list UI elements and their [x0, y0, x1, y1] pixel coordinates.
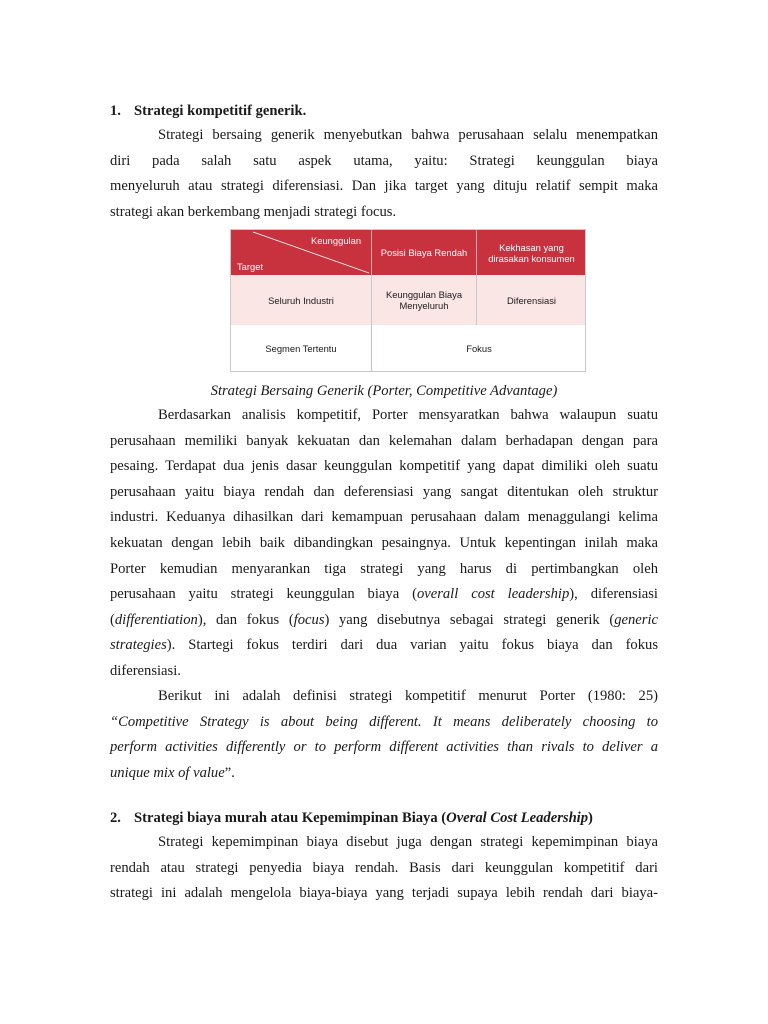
paragraph-porter-definition	[110, 684, 658, 786]
cell-diferensiasi: Diferensiasi	[476, 275, 586, 325]
text-line: Berikut ini adalah definisi strategi kompetitif menurut Porter (1980: 25)	[158, 688, 658, 704]
text-line: Berdasarkan analisis kompetitif, Porter mensyaratkan bahwa walaupun suatu	[158, 407, 658, 423]
section-1-paragraph	[110, 123, 658, 225]
quote-line: “Competitive Strategy is about being different. It means deliberately choosing to	[110, 713, 658, 730]
section-2-number: 2.	[110, 810, 121, 826]
text-line: (differentiation), dan fokus (focus) yang disebutnya sebagai strategi generik (generic	[110, 611, 658, 628]
figure-row-segmen-tertentu	[231, 325, 585, 372]
italic-term: differentiation	[114, 611, 198, 628]
text-line: kekuatan dengan lebih baik dibandingkan pesaingnya. Untuk kepentingan inilah maka	[110, 534, 658, 551]
italic-term: focus	[293, 611, 325, 628]
figure-caption: Strategi Bersaing Generik (Porter, Competitive Advantage)	[210, 383, 558, 399]
italic-term: Overal Cost Leadership	[446, 810, 589, 826]
italic-term: strategies	[110, 637, 167, 654]
row-label-segmen-tertentu: Segmen Tertentu	[265, 343, 337, 354]
text-line: Strategi bersaing generik menyebutkan bahwa perusahaan selalu menempatkan	[158, 127, 658, 143]
text-line: pesaing. Terdapat dua jenis dasar keunggulan kompetitif yang dapat dimiliki oleh suatu	[110, 458, 658, 475]
section-2-heading: 2. Strategi biaya murah atau Kepemimpinan Biaya (Overal Cost Leadership)	[110, 810, 593, 826]
section-1-number: 1.	[110, 103, 121, 119]
header-target: Target	[237, 261, 264, 272]
text-line: perusahaan yaitu strategi keunggulan biaya (overall cost leadership), diferensiasi	[110, 586, 658, 603]
header-keunggulan: Keunggulan	[311, 235, 362, 246]
text-line: Porter kemudian menyarankan tiga strategi yang harus di pertimbangkan oleh	[110, 560, 658, 577]
text-line: strategi akan berkembang menjadi strategi focus.	[110, 203, 397, 220]
section-1-title: Strategi kompetitif generik.	[134, 103, 307, 119]
italic-term: overall cost leadership	[416, 586, 570, 603]
quote-line: unique mix of value”.	[110, 764, 235, 781]
figure-row-seluruh-industri	[231, 275, 585, 325]
section-2-paragraph	[110, 830, 658, 907]
section-1-heading	[110, 103, 306, 120]
figure-header-row	[231, 230, 585, 275]
text-line: Strategi kepemimpinan biaya disebut juga dengan strategi kepemimpinan biaya	[158, 834, 658, 850]
header-posisi-biaya-rendah: Posisi Biaya Rendah	[371, 230, 476, 275]
italic-term: generic	[614, 611, 658, 628]
text-line: perusahaan memiliki banyak kekuatan dan kelemahan dalam berhadapan dengan para	[110, 432, 658, 449]
text-line: diri pada salah satu aspek utama, yaitu: Strategi keunggulan biaya	[110, 152, 658, 169]
paragraph-porter-analysis	[110, 403, 658, 685]
text-line: strategies). Startegi fokus terdiri dari dua varian yaitu fokus biaya dan fokus	[110, 637, 658, 654]
text-line: menyeluruh atau strategi diferensiasi. Dan jika target yang dituju relatif sempit maka	[110, 178, 658, 195]
text-line: industri. Keduanya dihasilkan dari kemampuan perusahaan dalam menaggulangi kelima	[110, 509, 658, 526]
quote-line: perform activities differently or to perform different activities than rivals to deliver a	[110, 739, 658, 756]
text-line: strategi ini adalah mengelola biaya-biaya yang terjadi supaya lebih rendah dari biaya-	[110, 885, 658, 902]
cell-fokus: Fokus	[371, 325, 586, 372]
text-line: rendah atau strategi penyedia biaya rendah. Basis dari keunggulan kompetitif dari	[110, 859, 658, 876]
cell-keunggulan-biaya: Keunggulan Biaya Menyeluruh	[371, 275, 476, 325]
text-line: perusahaan yaitu biaya rendah dan deferensiasi yang sangat ditentukan oleh struktur	[110, 483, 658, 500]
row-label-seluruh-industri: Seluruh Industri	[268, 294, 334, 306]
generic-strategy-figure	[230, 229, 586, 372]
text-line: diferensiasi.	[110, 662, 181, 679]
header-kekhasan: Kekhasan yang dirasakan konsumen	[476, 230, 586, 275]
